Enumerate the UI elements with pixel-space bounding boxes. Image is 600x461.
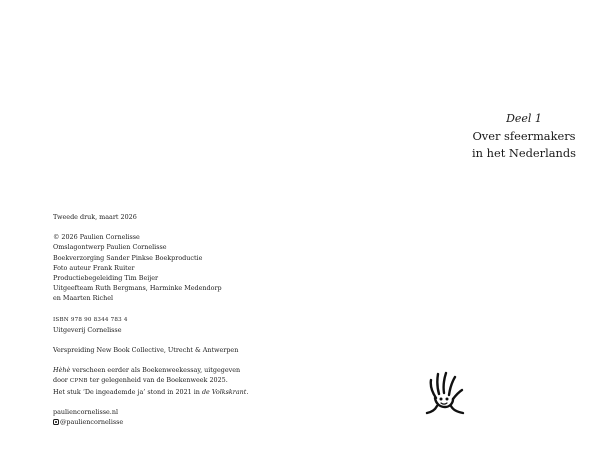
part-heading bbox=[300, 112, 600, 162]
part-label: Deel 1 bbox=[506, 112, 542, 125]
publication-note bbox=[53, 365, 293, 397]
credits-block bbox=[53, 232, 293, 303]
credit-line: Foto auteur Frank Ruiter bbox=[53, 263, 135, 272]
contact-block bbox=[53, 407, 293, 427]
distribution-line: Verspreiding New Book Collective, Utrecht & Antwerpen bbox=[53, 346, 239, 355]
credit-line: © 2026 Paulien Cornelisse bbox=[53, 233, 140, 242]
book-title-italic: Hèhè bbox=[53, 366, 71, 375]
instagram-line: @pauliencornelisse bbox=[53, 417, 293, 427]
instagram-icon bbox=[53, 419, 59, 425]
note-line-1: Hèhè verscheen eerder als Boekenweekessay, uitgegeven bbox=[53, 366, 241, 375]
isbn-line: ISBN 978 90 8344 783 4 bbox=[53, 316, 128, 323]
publisher-line: Uitgeverij Cornelisse bbox=[53, 325, 122, 334]
note-line-2: door CPNB ter gelegenheid van de Boekenweek 2025. bbox=[53, 376, 228, 385]
note-line-3: Het stuk ‘De ingeademde ja’ stond in 2021 in de Volkskrant. bbox=[53, 387, 249, 396]
credit-line: Uitgeefteam Ruth Bergmans, Harminke Medendorp bbox=[53, 284, 222, 293]
newspaper-name: de Volkskrant bbox=[201, 387, 247, 396]
isbn-block bbox=[53, 314, 293, 335]
part-title-line-1: Over sfeermakers bbox=[472, 129, 576, 143]
credit-line: Boekverzorging Sander Pinkse Boekproductie bbox=[53, 253, 203, 262]
right-page bbox=[300, 0, 600, 461]
part-title-line-2: in het Nederlands bbox=[472, 146, 576, 160]
credit-line: en Maarten Richel bbox=[53, 294, 114, 303]
website-line: pauliencornelisse.nl bbox=[53, 407, 119, 416]
colophon bbox=[53, 212, 293, 427]
hand-figure-icon bbox=[420, 368, 468, 418]
credit-line: Productiebegeleiding Tim Beijer bbox=[53, 274, 159, 283]
edition-line: Tweede druk, maart 2026 bbox=[53, 213, 137, 221]
credit-line: Omslagontwerp Paulien Cornelisse bbox=[53, 243, 167, 252]
org-name: CPNB bbox=[69, 378, 88, 385]
